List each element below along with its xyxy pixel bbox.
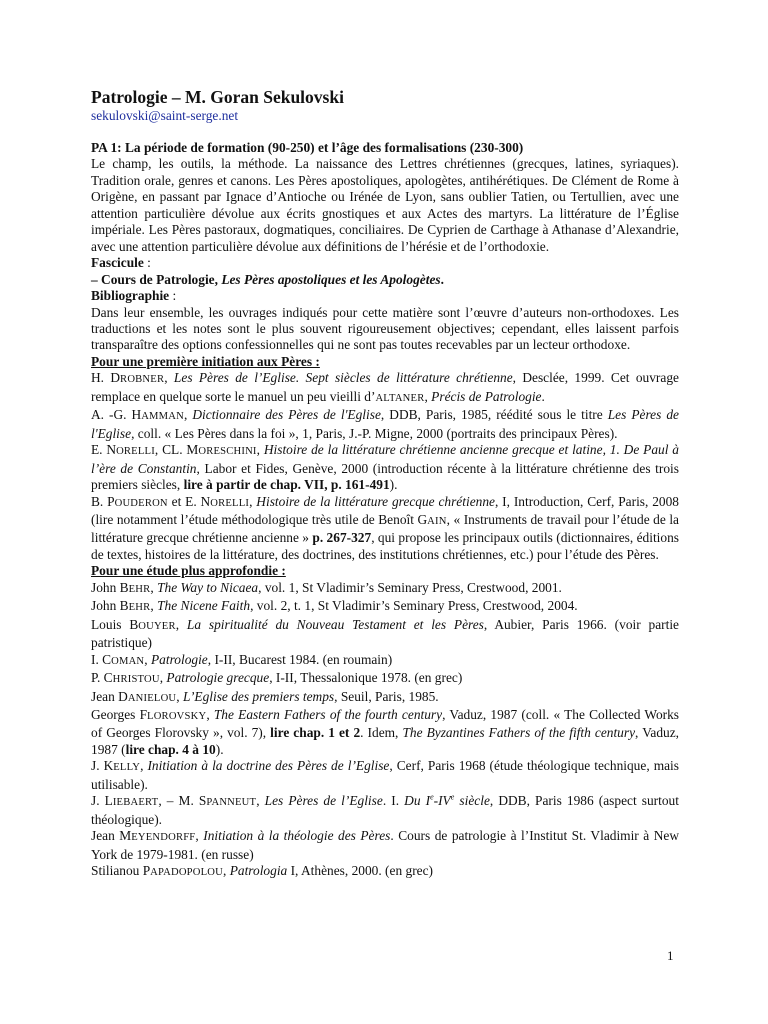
entry-papadopolou: Stilianou PAPADOPOLOU, Patrologia I, Athènes, 2000. (en grec) — [91, 863, 433, 879]
entry-norelli: E. NORELLI, CL. MORESCHINI, Histoire de la littérature chrétienne ancienne grecque et latine, 1. De Paul à l’ère de Constantin, Labor et Fides, Genève, 2000 (introduction récente à la littérature chrétienne des trois premiers siècles, lire à partir de chap. VII, p. 161-491). — [91, 442, 679, 493]
first-heading-line — [91, 354, 679, 370]
entry-kelly: J. KELLY, Initiation à la doctrine des Pères de l’Eglise, Cerf, Paris 1968 (étude théologique technique, mais utilisable). — [91, 758, 679, 792]
bibliographie-text: Dans leur ensemble, les ouvrages indiqués pour cette matière sont l’œuvre d’auteurs non-orthodoxes. Les traductions et les notes sont le plus souvent rigoureusement objectives; cependant, elles laissent parfois transparaître des options confessionnelles qui ne sont pas toutes recevables par un lecteur orthodoxe. — [91, 304, 679, 353]
bibliographie-label: Bibliographie — [91, 288, 170, 304]
pa1-heading — [91, 140, 679, 156]
deep-heading-line — [91, 563, 679, 579]
fascicule-colon: : — [143, 255, 151, 271]
entry-danielou: Jean DANIELOU, L’Eglise des premiers temps, Seuil, Paris, 1985. — [91, 688, 439, 704]
page-title: Patrologie – M. Goran Sekulovski — [91, 87, 344, 107]
page-number: 1 — [667, 948, 674, 963]
entry-christou: P. CHRISTOU, Patrologie grecque, I-II, Thessalonique 1978. (en grec) — [91, 670, 463, 686]
pa1-heading-text: PA 1: La période de formation (90-250) et l’âge des formalisations (230-300) — [91, 140, 524, 155]
entry-behr-2: John BEHR, The Nicene Faith, vol. 2, t. 1, St Vladimir’s Seminary Press, Crestwood, 2004. — [91, 598, 578, 614]
fascicule-title: Les Pères apostoliques et les Apologètes — [221, 271, 441, 287]
entry-hamman: A. -G. HAMMAN, Dictionnaire des Pères de l'Eglise, DDB, Paris, 1985, réédité sous le titre Les Pères de l'Eglise, coll. « Les Pères dans la foi », 1, Paris, J.-P. Migne, 2000 (portraits des principaux Pères). — [91, 407, 679, 441]
fascicule-label-line — [91, 255, 679, 271]
first-heading: Pour une première initiation aux Pères : — [91, 353, 320, 369]
fascicule-label: Fascicule — [91, 255, 144, 271]
entry-behr-1: John BEHR, The Way to Nicaea, vol. 1, St Vladimir’s Seminary Press, Crestwood, 2001. — [91, 579, 562, 595]
entry-bouyer: Louis BOUYER, La spiritualité du Nouveau Testament et les Pères, Aubier, Paris 1966. (voir partie patristique) — [91, 616, 679, 651]
fascicule-suffix: . — [440, 271, 444, 287]
entry-pouderon: B. POUDERON et E. NORELLI, Histoire de la littérature grecque chrétienne, I, Introduction, Cerf, Paris, 2008 (lire notamment l’étude méthodologique très utile de Benoît GAIN, « Instruments de travail pour l’étude de la littérature grecque chrétienne ancienne » p. 267-327, qui propose les principaux outils (dictionnaires, éditions de textes, histoires de la littérature, des doctrines, des institutions chrétiennes, etc.) pour l’étude des Pères. — [91, 493, 680, 562]
entry-meyendorff: Jean MEYENDORFF, Initiation à la théologie des Pères. Cours de patrologie à l’Institut St. Vladimir à New York de 1979-1981. (en russe) — [91, 828, 679, 862]
fascicule-prefix: – Cours de Patrologie, — [91, 271, 222, 287]
email-link[interactable]: sekulovski@saint-serge.net — [91, 108, 239, 123]
spacer — [91, 124, 679, 140]
entry-drobner: H. DROBNER, Les Pères de l’Eglise. Sept siècles de littérature chrétienne, Desclée, 1999. Cet ouvrage remplace en quelque sorte le manuel un peu vieilli d’ALTANER, Précis de Patrologie. — [91, 370, 679, 404]
document-page — [91, 87, 679, 881]
bibliographie-colon: : — [169, 288, 177, 304]
deep-heading: Pour une étude plus approfondie : — [91, 563, 286, 579]
entry-liebaert: J. LIEBAERT, – M. SPANNEUT, Les Pères de l’Eglise. I. Du Ie-IVe siècle, DDB, Paris 1986 (aspect surtout théologique). — [91, 792, 679, 827]
entry-coman: I. COMAN, Patrologie, I-II, Bucarest 1984. (en roumain) — [91, 651, 393, 667]
bibliographie-label-line — [91, 288, 679, 304]
entry-florovsky: Georges FLOROVSKY, The Eastern Fathers of the fourth century, Vaduz, 1987 (coll. « The Collected Works of Georges Florovsky », vol. 7), lire chap. 1 et 2. Idem, The Byzantines Fathers of the fifth century, Vaduz, 1987 (lire chap. 4 à 10). — [91, 706, 680, 757]
pa1-text: Le champ, les outils, la méthode. La naissance des Lettres chrétiennes (grecques, latines, syriaques). Tradition orale, genres et canons. Les Pères apostoliques, apologètes, antihérétiques. De Clément de Rome à Origène, en passant par Ignace d’Antioche ou Irénée de Lyon, sans oublier Tatien, ou Tertullien, avec une attention particulière dévolue aux écrits gnostiques et aux Actes des martyrs. La littérature de l’Église impériale. Les Pères pastoraux, dogmatiques, conciliaires. De Cyprien de Carthage à Athanase d’Alexandrie, avec une attention particulière dévolue aux définitions de l’hérésie et de l’orthodoxie. — [91, 156, 679, 254]
fascicule-entry — [91, 272, 679, 288]
